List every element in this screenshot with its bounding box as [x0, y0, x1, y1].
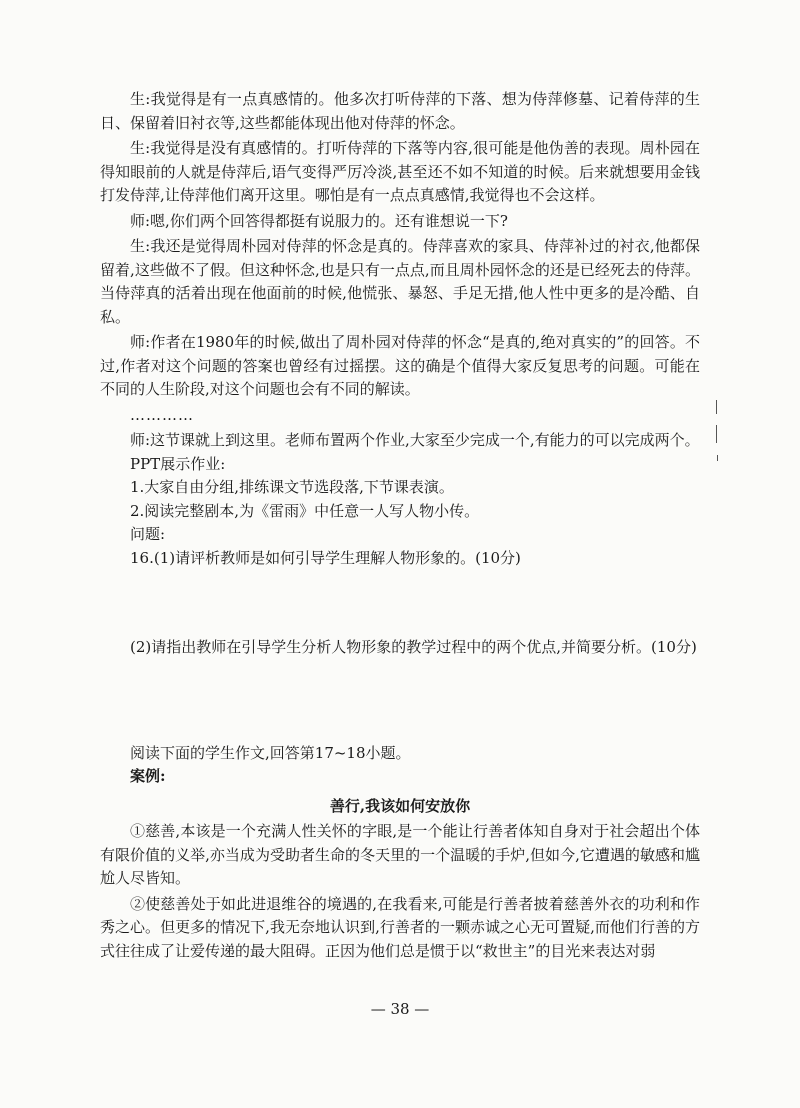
essay-title: 善行,我该如何安放你: [329, 796, 471, 815]
page-body: [100, 88, 700, 963]
question-16-1: 16.(1)请评析教师是如何引导学生理解人物形象的。(10分): [130, 548, 521, 567]
scan-edge-mark: [717, 455, 718, 461]
dialogue-teacher-closing: 师:这节课就上到这里。老师布置两个作业,大家至少完成一个,有能力的可以完成两个。: [130, 431, 700, 449]
questions-label: 问题:: [130, 525, 166, 543]
dialogue-teacher-2: 师:作者在1980年的时候,做出了周朴园对侍萍的怀念“是真的,绝对真实的”的回答。不过,作者对这个问题的答案也曾经有过摇摆。这的确是个值得大家反复思考的问题。可能在不同的人生阶段,对这个问题也会有不同的解读。: [100, 333, 700, 398]
essay-paragraph-1: ①慈善,本该是一个充满人性关怀的字眼,是一个能让行善者体知自身对于社会超出个体有限价值的义举,亦当成为受助者生命的冬天里的一个温暖的手炉,但如今,它遭遇的敏感和尴尬人尽皆知。: [100, 822, 700, 887]
ellipsis: …………: [130, 405, 194, 424]
dialogue-teacher-1: 师:嗯,你们两个回答得都挺有说服力的。还有谁想说一下?: [130, 211, 508, 230]
ppt-heading: PPT展示作业:: [130, 454, 226, 473]
page-number: — 38 —: [370, 1000, 430, 1018]
question-16-2: (2)请指出教师在引导学生分析人物形象的教学过程中的两个优点,并简要分析。(10分): [130, 638, 697, 656]
homework-item-1: 1.大家自由分组,排练课文节选段落,下节课表演。: [130, 478, 454, 496]
homework-item-2: 2.阅读完整剧本,为《雷雨》中任意一人写人物小传。: [130, 501, 480, 520]
scan-edge-mark: [716, 400, 717, 414]
case-label: 案例:: [130, 767, 166, 785]
essay-paragraph-2: ②使慈善处于如此进退维谷的境遇的,在我看来,可能是行善者披着慈善外衣的功利和作秀之心。但更多的情况下,我无奈地认识到,行善者的一颗赤诚之心无可置疑,而他们行善的方式往往成了让爱传递的最大阻碍。正因为他们总是惯于以“救世主”的目光来表达对弱: [100, 894, 700, 960]
dialogue-student-3: 生:我还是觉得周朴园对侍萍的怀念是真的。侍萍喜欢的家具、侍萍补过的衬衣,他都保留着,这些做不了假。但这种怀念,也是只有一点点,而且周朴园怀念的还是已经死去的侍萍。当侍萍真的活着出现在他面前的时候,他慌张、暴怒、手足无措,他人性中更多的是冷酷、自私。: [100, 237, 700, 326]
dialogue-student-1: 生:我觉得是有一点真感情的。他多次打听侍萍的下落、想为侍萍修墓、记着侍萍的生日、保留着旧衬衣等,这些都能体现出他对侍萍的怀念。: [100, 90, 700, 132]
reading-instruction: 阅读下面的学生作文,回答第17~18小题。: [130, 743, 411, 762]
dialogue-student-2: 生:我觉得是没有真感情的。打听侍萍的下落等内容,很可能是他伪善的表现。周朴园在得知眼前的人就是侍萍后,语气变得严厉冷淡,甚至还不如不知道的时候。后来就想要用金钱打发侍萍,让侍萍他们离开这里。哪怕是有一点点真感情,我觉得也不会这样。: [100, 139, 700, 204]
scan-edge-mark: [716, 425, 717, 443]
